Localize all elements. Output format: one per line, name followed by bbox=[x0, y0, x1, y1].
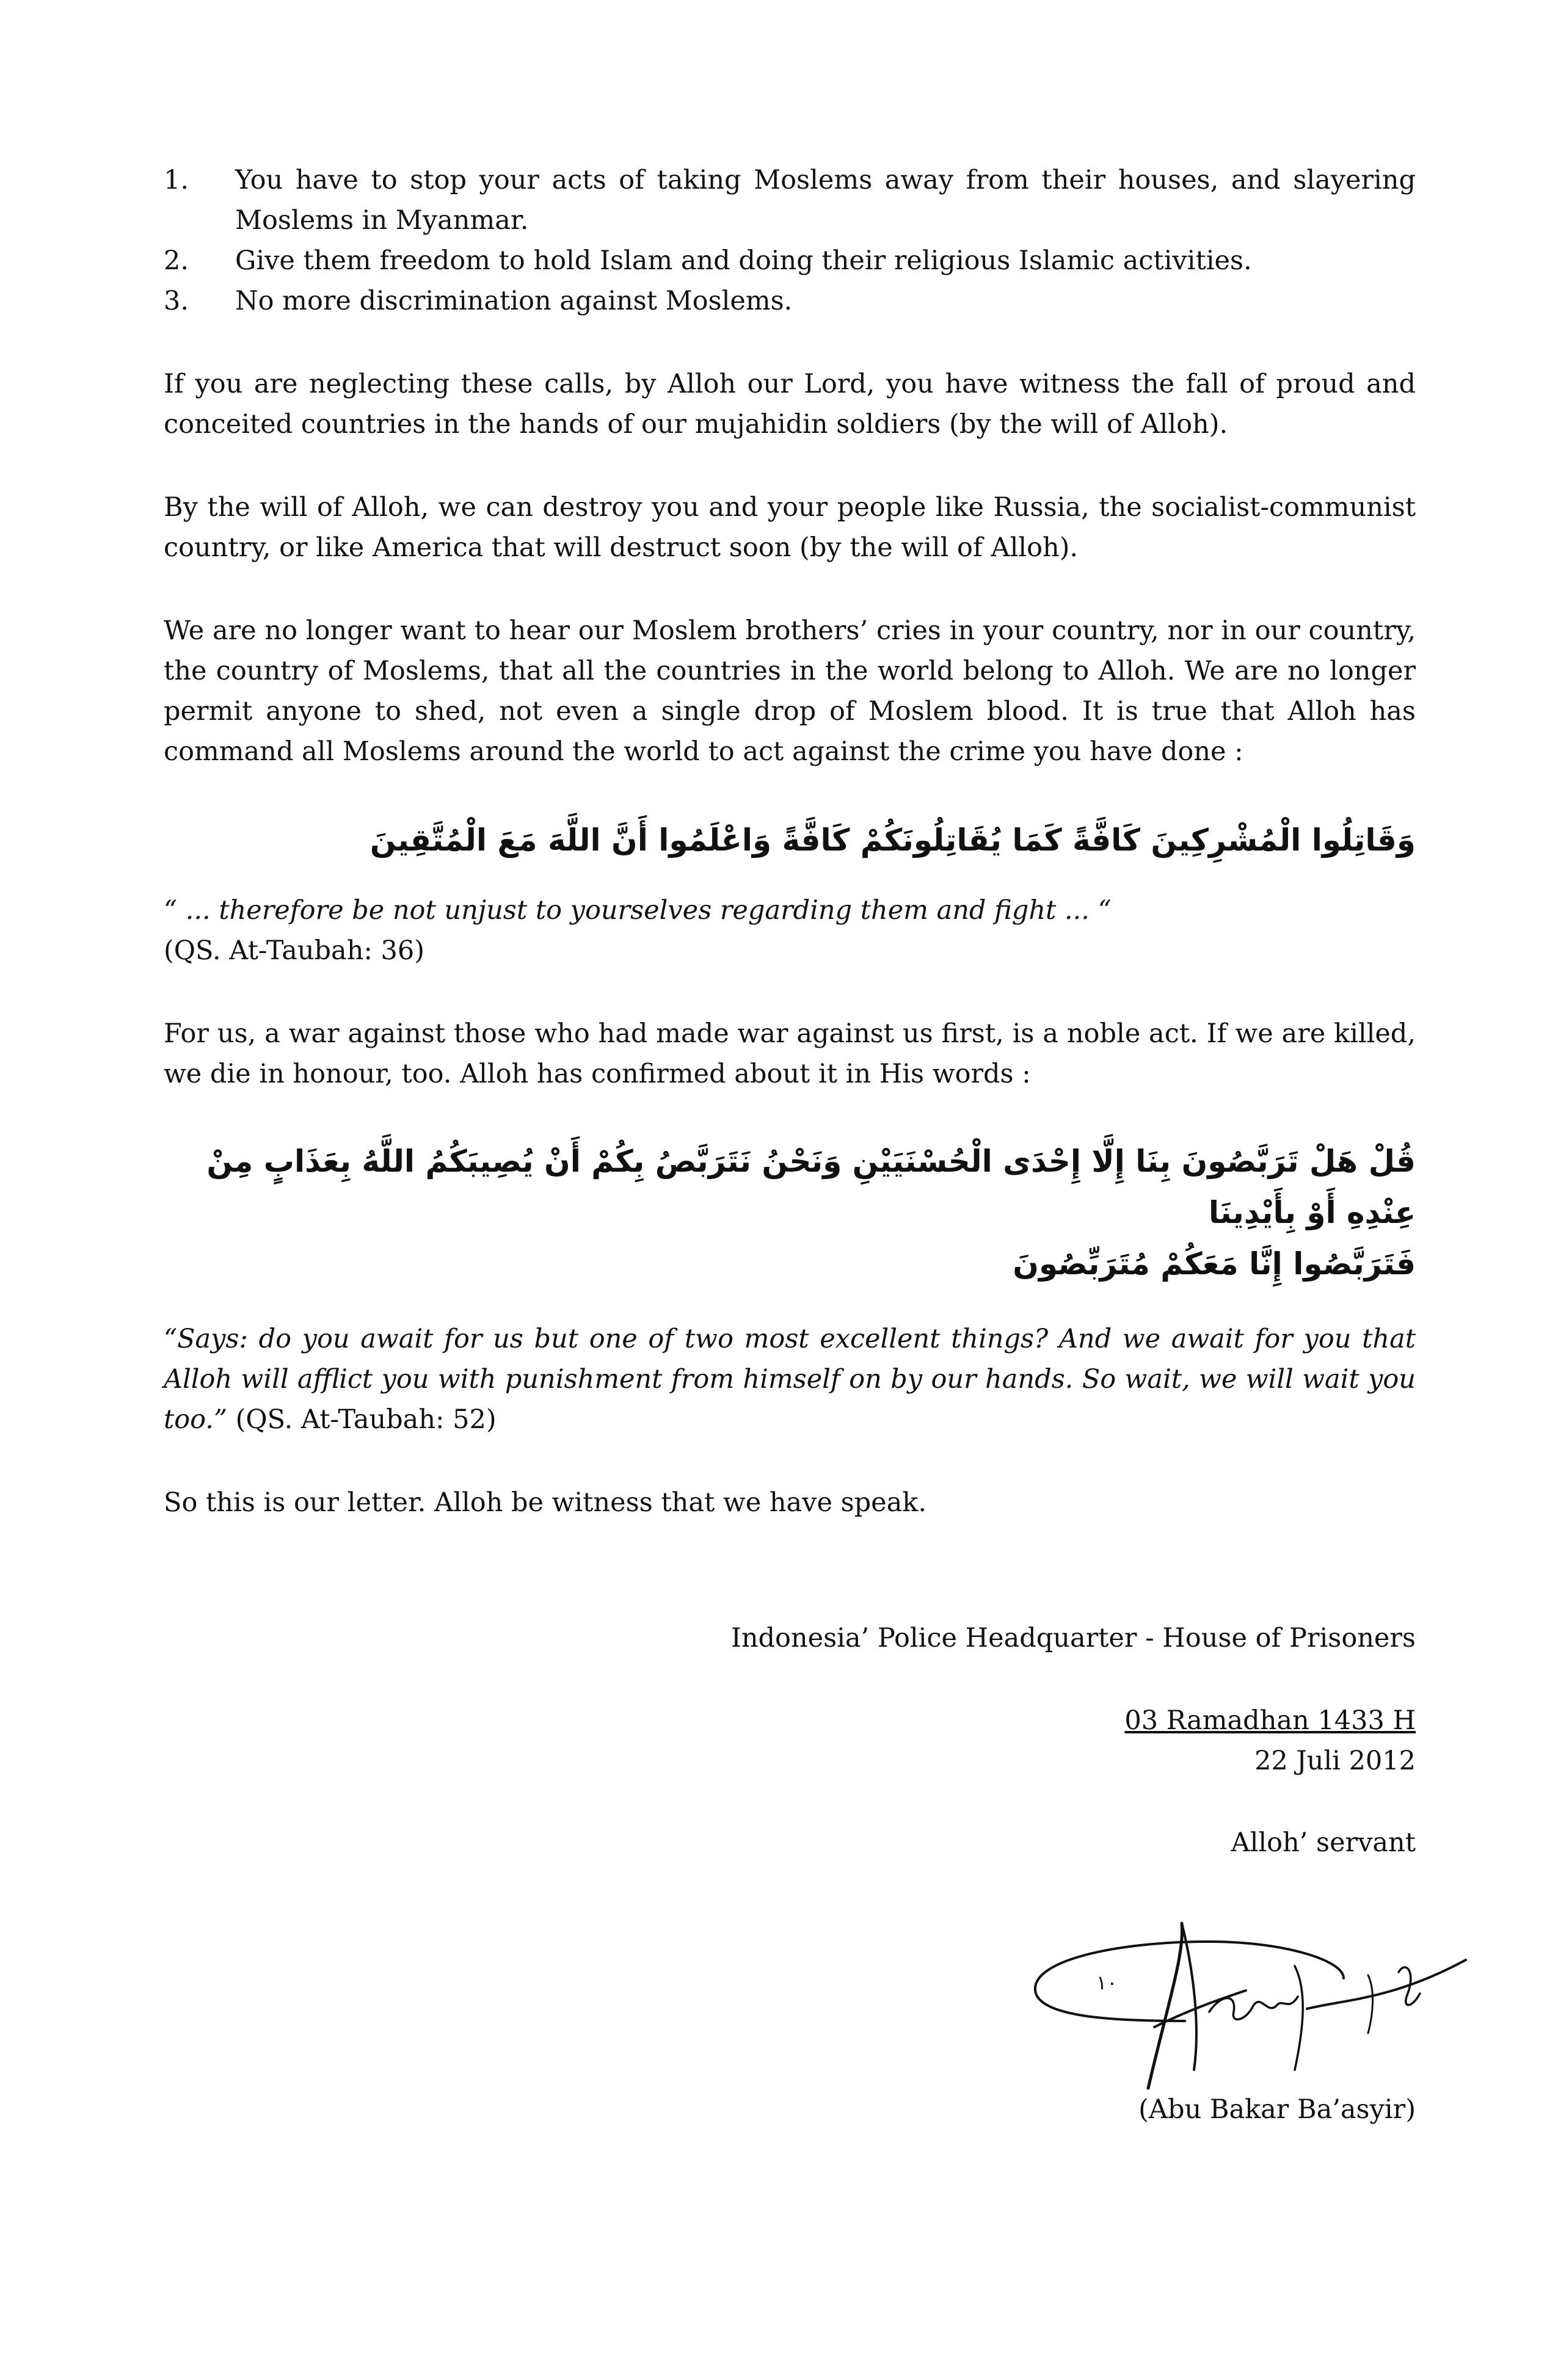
list-item bbox=[164, 281, 1416, 321]
demands-list bbox=[164, 160, 1416, 321]
gregorian-date: 22 Juli 2012 bbox=[1254, 1746, 1416, 1776]
paragraph-noble-war: For us, a war against those who had made war against us first, is a noble act. If we are killed, we die in honour, too. Alloh has confirmed about it in His words : bbox=[164, 1018, 1416, 1089]
sender-line: Indonesia’ Police Headquarter - House of Prisoners bbox=[730, 1623, 1416, 1653]
verse-2-reference: (QS. At-Taubah: 52) bbox=[235, 1404, 497, 1435]
paragraph-warning: If you are neglecting these calls, by Alloh our Lord, you have witness the fall of proud and conceited countries in the hands of our mujahidin soldiers (by the will of Alloh). bbox=[164, 369, 1416, 440]
signature-mark: ١٠ bbox=[1096, 1971, 1118, 1994]
verse-2-translation bbox=[164, 1319, 1416, 1440]
signatory-name: (Abu Bakar Ba’asyir) bbox=[1138, 2094, 1416, 2125]
verse-2-translation-text: “Says: do you await for us but one of two most excellent things? And we await for you that Alloh will afflict you with punishment from himself on by our hands. So wait, we will wait you too.” bbox=[164, 1324, 1416, 1435]
verse-1-translation-block bbox=[164, 890, 1416, 971]
list-text: No more discrimination against Moslems. bbox=[235, 286, 793, 316]
list-text: You have to stop your acts of taking Moslems away from their houses, and slayering Moslems in Myanmar. bbox=[235, 165, 1416, 236]
signature-image bbox=[1026, 1868, 1484, 2125]
list-number: 1. bbox=[164, 165, 189, 195]
list-number: 3. bbox=[164, 286, 189, 316]
list-item bbox=[164, 160, 1416, 241]
paragraph-threat: By the will of Alloh, we can destroy you and your people like Russia, the socialist-communist country, or like America that will destruct soon (by the will of Alloh). bbox=[164, 492, 1416, 563]
paragraph-command: We are no longer want to hear our Moslem brothers’ cries in your country, nor in our country, the country of Moslems, that all the countries in the world belong to Alloh. We are no longer permit anyone to shed, not even a single drop of Moslem blood. It is true that Alloh has command all Moslems around the world to act against the crime you have done : bbox=[164, 615, 1416, 767]
hijri-date: 03 Ramadhan 1433 H bbox=[1124, 1705, 1416, 1736]
list-text: Give them freedom to hold Islam and doing their religious Islamic activities. bbox=[235, 245, 1252, 276]
servant-label: Alloh’ servant bbox=[1231, 1827, 1416, 1858]
letter-body bbox=[164, 160, 1416, 1523]
verse-1-reference: (QS. At-Taubah: 36) bbox=[164, 935, 425, 966]
arabic-verse-2 bbox=[164, 1136, 1416, 1290]
date-block bbox=[1124, 1700, 1416, 1781]
list-item bbox=[164, 241, 1416, 281]
arabic-verse-2-line-2: فَتَرَبَّصُوا إِنَّا مَعَكُمْ مُتَرَبِّصُونَ bbox=[1013, 1246, 1416, 1282]
verse-1-translation: “ ... therefore be not unjust to yourselves regarding them and fight ... “ bbox=[164, 895, 1112, 926]
list-number: 2. bbox=[164, 245, 189, 276]
paragraph-closing: So this is our letter. Alloh be witness that we have speak. bbox=[164, 1487, 926, 1518]
arabic-verse-2-line-1: قُلْ هَلْ تَرَبَّصُونَ بِنَا إِلَّا إِحْدَى الْحُسْنَيَيْنِ وَنَحْنُ نَتَرَبَّصُ بِكُمْ أَنْ يُصِيبَكُمُ اللَّهُ بِعَذَابٍ مِنْ عِنْدِهِ أَوْ بِأَيْدِينَا bbox=[206, 1144, 1416, 1230]
arabic-verse-1: وَقَاتِلُوا الْمُشْرِكِينَ كَافَّةً كَمَا يُقَاتِلُونَكُمْ كَافَّةً وَاعْلَمُوا أَنَّ اللَّهَ مَعَ الْمُتَّقِينَ bbox=[369, 822, 1416, 858]
